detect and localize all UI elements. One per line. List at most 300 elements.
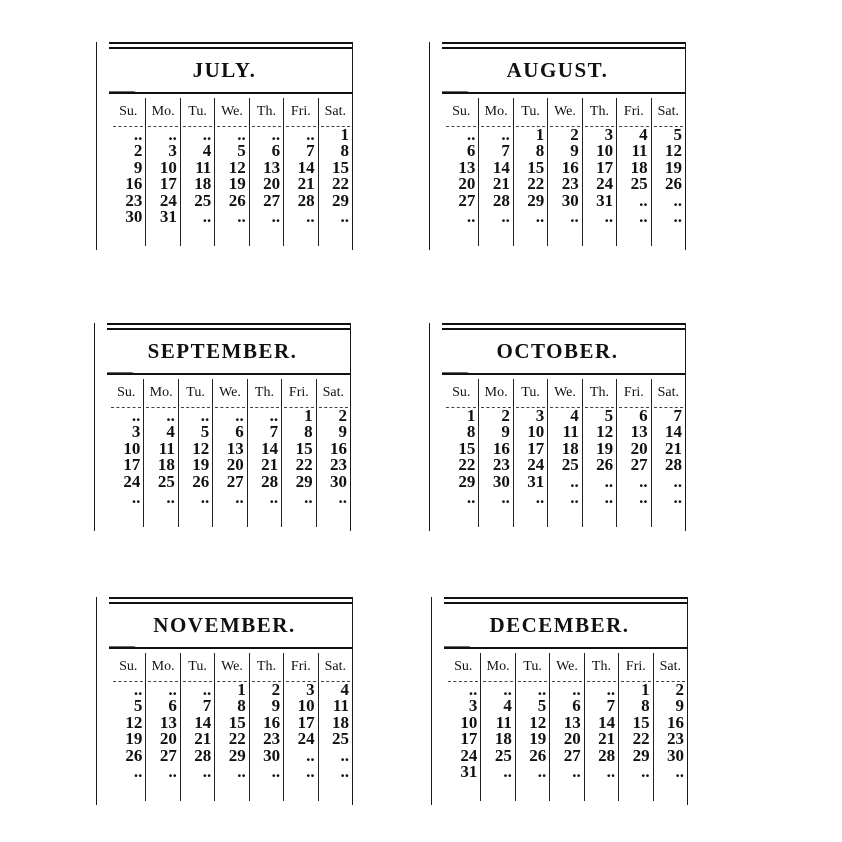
day-cell: 11: [332, 696, 349, 716]
day-cell: 10: [123, 438, 141, 458]
day-cell: 2: [133, 141, 143, 161]
day-cell: ..: [604, 471, 614, 491]
day-cell: 8: [535, 141, 545, 161]
day-cell: 16: [329, 438, 347, 458]
day-cell: 14: [261, 438, 279, 458]
day-cell: ..: [570, 487, 579, 507]
day-cell: 24: [297, 729, 315, 749]
day-column: [281, 379, 315, 527]
day-cell: 26: [529, 745, 547, 765]
day-cell: 9: [501, 422, 510, 442]
top-rule: [107, 323, 350, 325]
day-cell: 21: [261, 455, 279, 475]
top-rule: [107, 328, 350, 330]
day-column: [318, 98, 352, 246]
day-cell: 14: [194, 712, 212, 732]
day-cell: 18: [630, 157, 648, 177]
day-cell: 29: [527, 190, 545, 210]
day-cell: 12: [529, 712, 547, 732]
day-column: [180, 98, 214, 246]
day-cell: ..: [675, 761, 684, 781]
day-cell: 29: [228, 745, 246, 765]
day-cell: 20: [458, 174, 476, 194]
day-cell: ..: [338, 487, 347, 507]
day-cell: 26: [228, 190, 246, 210]
day-cell: 6: [235, 422, 244, 442]
day-cell: ..: [466, 206, 476, 226]
day-cell: ..: [306, 745, 315, 765]
day-cell: ..: [131, 487, 141, 507]
day-cell: 30: [263, 745, 281, 765]
day-cell: ..: [570, 471, 579, 491]
day-cell: 15: [228, 712, 246, 732]
day-cell: ..: [503, 680, 512, 699]
day-cell: 27: [263, 190, 281, 210]
day-cell: 11: [495, 712, 512, 732]
day-cell: ..: [535, 487, 545, 507]
day-cell: ..: [466, 487, 476, 507]
day-header: Mo.: [146, 379, 175, 408]
day-cell: 16: [125, 174, 143, 194]
day-cell: 28: [297, 190, 315, 210]
day-cell: 21: [492, 174, 510, 194]
day-header: Fri.: [286, 98, 315, 127]
day-cell: ..: [535, 206, 545, 226]
day-cell: 25: [561, 455, 579, 475]
day-cell: ..: [269, 406, 279, 425]
day-header: Sat.: [654, 98, 683, 127]
day-column: [651, 379, 685, 527]
day-cell: 25: [494, 745, 512, 765]
day-cell: ..: [501, 125, 510, 144]
day-cell: ..: [269, 487, 279, 507]
header-rule: [107, 373, 350, 375]
day-cell: 22: [458, 455, 476, 475]
day-cell: 27: [563, 745, 581, 765]
day-cell: 13: [563, 712, 581, 732]
day-cell: 7: [306, 141, 315, 161]
day-cell: 15: [458, 438, 476, 458]
day-cell: ..: [133, 680, 143, 699]
day-cell: ..: [133, 125, 143, 144]
day-column: [212, 379, 246, 527]
day-cell: 13: [458, 157, 476, 177]
day-cell: ..: [639, 471, 648, 491]
header-rule: [444, 647, 687, 649]
top-rule: [442, 42, 685, 44]
day-cell: 5: [237, 141, 246, 161]
day-cell: 26: [192, 471, 210, 491]
day-cell: 14: [598, 712, 616, 732]
day-column: [283, 653, 317, 801]
day-cell: 4: [166, 422, 175, 442]
day-cell: ..: [237, 206, 246, 226]
day-cell: 18: [194, 174, 212, 194]
day-cell: 17: [297, 712, 315, 732]
day-cell: 26: [125, 745, 143, 765]
day-cell: 10: [460, 712, 478, 732]
day-cell: ..: [168, 680, 177, 699]
day-cell: ..: [641, 761, 650, 781]
day-cell: 27: [458, 190, 476, 210]
day-header: Th.: [585, 98, 614, 127]
day-cell: ..: [133, 761, 143, 781]
day-cell: 7: [202, 696, 212, 716]
day-cell: 5: [673, 125, 682, 144]
day-column: [582, 98, 616, 246]
day-cell: 1: [466, 406, 476, 425]
calendar-october: [429, 323, 686, 531]
day-cell: ..: [202, 761, 212, 781]
day-header: Th.: [587, 653, 616, 682]
day-cell: 17: [460, 729, 478, 749]
day-cell: 9: [675, 696, 684, 716]
header-rule: [442, 92, 685, 94]
day-cell: 9: [570, 141, 579, 161]
top-rule: [109, 597, 352, 599]
day-cell: ..: [639, 487, 648, 507]
day-cell: 11: [195, 157, 212, 177]
header-rule: [109, 647, 352, 649]
day-cell: 6: [639, 406, 648, 425]
day-column: [547, 379, 581, 527]
day-header: Su.: [113, 653, 143, 682]
day-column: [143, 379, 177, 527]
day-cell: 16: [263, 712, 281, 732]
day-header: Su.: [446, 98, 476, 127]
day-header: Sat.: [656, 653, 685, 682]
day-header: Mo.: [483, 653, 512, 682]
day-header: Tu.: [518, 653, 547, 682]
top-rule: [109, 47, 352, 49]
day-cell: ..: [537, 680, 547, 699]
top-rule: [442, 47, 685, 49]
day-header: Fri.: [284, 379, 313, 408]
day-cell: 24: [159, 190, 177, 210]
day-column: [444, 98, 478, 246]
day-column: [318, 653, 352, 801]
day-header: Fri.: [619, 98, 648, 127]
day-header: Fri.: [286, 653, 315, 682]
day-cell: 26: [664, 174, 682, 194]
day-column: [249, 98, 283, 246]
day-column: [584, 653, 618, 801]
day-cell: ..: [468, 680, 478, 699]
day-cell: 9: [338, 422, 347, 442]
day-cell: ..: [340, 745, 349, 765]
day-cell: 6: [168, 696, 177, 716]
day-cell: 24: [596, 174, 614, 194]
month-title: DECEMBER.: [489, 613, 630, 637]
day-cell: 13: [159, 712, 177, 732]
day-header: Th.: [252, 653, 281, 682]
day-cell: 21: [297, 174, 315, 194]
header-rule: [442, 373, 685, 375]
day-cell: 3: [604, 125, 614, 144]
day-column: [618, 653, 652, 801]
day-header: Tu.: [516, 379, 545, 408]
month-title: JULY.: [192, 58, 257, 82]
day-cell: 5: [604, 406, 614, 425]
day-column: [549, 653, 583, 801]
month-title: OCTOBER.: [496, 339, 619, 363]
day-header: Th.: [250, 379, 279, 408]
day-cell: 2: [338, 406, 347, 425]
day-cell: 1: [237, 680, 246, 699]
day-column: [547, 98, 581, 246]
day-header: Su.: [446, 379, 476, 408]
day-cell: 13: [263, 157, 281, 177]
day-cell: 7: [501, 141, 510, 161]
day-cell: 2: [675, 680, 684, 699]
day-column: [446, 653, 480, 801]
day-cell: 23: [263, 729, 281, 749]
day-cell: ..: [466, 125, 476, 144]
calendar-december: [431, 597, 688, 805]
day-cell: ..: [166, 406, 175, 425]
day-cell: ..: [503, 761, 512, 781]
day-cell: ..: [235, 487, 244, 507]
day-column: [653, 653, 687, 801]
day-cell: ..: [202, 206, 212, 226]
day-cell: 23: [125, 190, 143, 210]
day-header: We.: [550, 98, 579, 127]
day-cell: 10: [596, 141, 614, 161]
day-grid: [444, 379, 685, 527]
day-cell: ..: [606, 680, 616, 699]
day-cell: 17: [159, 174, 177, 194]
day-cell: 22: [295, 455, 313, 475]
day-cell: 12: [192, 438, 210, 458]
day-cell: 28: [261, 471, 279, 491]
day-cell: ..: [604, 487, 614, 507]
day-cell: 8: [466, 422, 476, 442]
day-cell: ..: [340, 761, 349, 781]
day-cell: ..: [168, 125, 177, 144]
day-cell: 22: [527, 174, 545, 194]
day-header: We.: [215, 379, 244, 408]
day-column: [478, 98, 512, 246]
top-rule: [444, 597, 687, 599]
day-column: [249, 653, 283, 801]
day-cell: 4: [570, 406, 579, 425]
calendar-august: [429, 42, 686, 250]
day-cell: ..: [501, 206, 510, 226]
day-column: [478, 379, 512, 527]
day-cell: 12: [596, 422, 614, 442]
day-cell: 24: [123, 471, 141, 491]
day-cell: 31: [527, 471, 545, 491]
day-cell: 6: [572, 696, 581, 716]
day-cell: 25: [157, 471, 175, 491]
day-grid: [446, 653, 687, 801]
day-cell: 30: [329, 471, 347, 491]
day-cell: ..: [501, 487, 510, 507]
day-cell: 1: [340, 125, 349, 144]
day-cell: ..: [604, 206, 614, 226]
day-cell: 3: [168, 141, 177, 161]
day-cell: ..: [271, 761, 281, 781]
day-cell: ..: [237, 125, 246, 144]
day-cell: ..: [570, 206, 579, 226]
day-cell: ..: [340, 206, 349, 226]
day-cell: ..: [271, 206, 281, 226]
day-cell: 3: [468, 696, 478, 716]
day-header: Tu.: [183, 98, 212, 127]
day-cell: 19: [192, 455, 210, 475]
day-cell: ..: [306, 206, 315, 226]
day-header: Sat.: [319, 379, 348, 408]
day-cell: 2: [501, 406, 510, 425]
day-cell: 23: [561, 174, 579, 194]
day-cell: 21: [598, 729, 616, 749]
day-cell: 14: [492, 157, 510, 177]
day-cell: 15: [331, 157, 349, 177]
day-cell: ..: [237, 761, 246, 781]
day-cell: 22: [228, 729, 246, 749]
day-column: [513, 98, 547, 246]
day-cell: 19: [228, 174, 246, 194]
day-cell: ..: [235, 406, 244, 425]
day-cell: 12: [125, 712, 143, 732]
day-cell: 5: [200, 422, 210, 442]
day-cell: 30: [125, 206, 143, 226]
day-cell: 23: [666, 729, 684, 749]
day-header: We.: [217, 98, 246, 127]
day-cell: 5: [537, 696, 547, 716]
day-column: [111, 653, 145, 801]
day-header: Th.: [252, 98, 281, 127]
day-cell: 21: [194, 729, 212, 749]
day-cell: 25: [194, 190, 212, 210]
day-cell: 20: [226, 455, 244, 475]
day-cell: 19: [125, 729, 143, 749]
day-cell: 26: [596, 455, 614, 475]
day-cell: 19: [664, 157, 682, 177]
day-cell: 4: [639, 125, 648, 144]
day-cell: 6: [271, 141, 281, 161]
day-cell: 8: [340, 141, 349, 161]
day-header: Su.: [111, 379, 141, 408]
month-title: SEPTEMBER.: [147, 339, 298, 363]
day-cell: 3: [535, 406, 545, 425]
day-cell: 29: [458, 471, 476, 491]
day-cell: 6: [466, 141, 476, 161]
day-cell: 3: [131, 422, 141, 442]
day-column: [247, 379, 281, 527]
day-header: Th.: [585, 379, 614, 408]
day-cell: 8: [237, 696, 246, 716]
day-column: [214, 653, 248, 801]
day-cell: 13: [226, 438, 244, 458]
day-cell: 25: [630, 174, 648, 194]
day-cell: 16: [666, 712, 684, 732]
day-cell: 22: [632, 729, 650, 749]
day-cell: ..: [572, 761, 581, 781]
day-cell: 17: [123, 455, 141, 475]
day-column: [480, 653, 514, 801]
day-cell: 5: [133, 696, 143, 716]
day-cell: 9: [271, 696, 281, 716]
day-header: Fri.: [619, 379, 648, 408]
day-grid: [444, 98, 685, 246]
day-cell: 11: [631, 141, 648, 161]
day-cell: 30: [666, 745, 684, 765]
day-cell: ..: [166, 487, 175, 507]
day-cell: 7: [606, 696, 616, 716]
day-header: Su.: [113, 98, 143, 127]
day-column: [316, 379, 350, 527]
day-cell: ..: [168, 761, 177, 781]
day-header: Tu.: [183, 653, 212, 682]
day-cell: ..: [202, 680, 212, 699]
day-cell: 27: [159, 745, 177, 765]
day-cell: 17: [527, 438, 545, 458]
day-header: Fri.: [621, 653, 650, 682]
top-rule: [442, 328, 685, 330]
day-header: Mo.: [148, 653, 177, 682]
day-cell: 18: [157, 455, 175, 475]
day-cell: 7: [673, 406, 682, 425]
day-cell: 23: [492, 455, 510, 475]
day-cell: 8: [641, 696, 650, 716]
day-header: We.: [552, 653, 581, 682]
day-cell: 18: [331, 712, 349, 732]
calendar-november: [96, 597, 353, 805]
day-header: Su.: [448, 653, 478, 682]
day-cell: 11: [562, 422, 579, 442]
day-cell: 27: [630, 455, 648, 475]
day-cell: 29: [632, 745, 650, 765]
day-header: Mo.: [481, 98, 510, 127]
calendar-september: [94, 323, 351, 531]
day-cell: 30: [561, 190, 579, 210]
day-cell: ..: [202, 125, 212, 144]
day-cell: 28: [492, 190, 510, 210]
day-cell: 30: [492, 471, 510, 491]
day-cell: 18: [494, 729, 512, 749]
day-cell: ..: [131, 406, 141, 425]
day-cell: 19: [529, 729, 547, 749]
day-header: Tu.: [181, 379, 210, 408]
day-cell: 12: [664, 141, 682, 161]
day-cell: ..: [673, 190, 682, 210]
top-rule: [442, 323, 685, 325]
day-cell: 23: [329, 455, 347, 475]
month-title: NOVEMBER.: [153, 613, 296, 637]
day-cell: 4: [503, 696, 512, 716]
day-header: We.: [217, 653, 246, 682]
day-cell: 29: [295, 471, 313, 491]
day-cell: 11: [158, 438, 175, 458]
day-cell: ..: [200, 406, 210, 425]
day-column: [515, 653, 549, 801]
day-cell: 25: [331, 729, 349, 749]
day-cell: 28: [194, 745, 212, 765]
day-cell: 7: [269, 422, 279, 442]
day-cell: 8: [304, 422, 313, 442]
day-cell: 24: [460, 745, 478, 765]
day-cell: 17: [596, 157, 614, 177]
day-cell: 15: [632, 712, 650, 732]
day-cell: 28: [664, 455, 682, 475]
day-cell: ..: [304, 487, 313, 507]
day-cell: 3: [306, 680, 315, 699]
day-cell: 1: [641, 680, 650, 699]
day-cell: ..: [606, 761, 616, 781]
day-cell: 16: [492, 438, 510, 458]
day-column: [145, 653, 179, 801]
